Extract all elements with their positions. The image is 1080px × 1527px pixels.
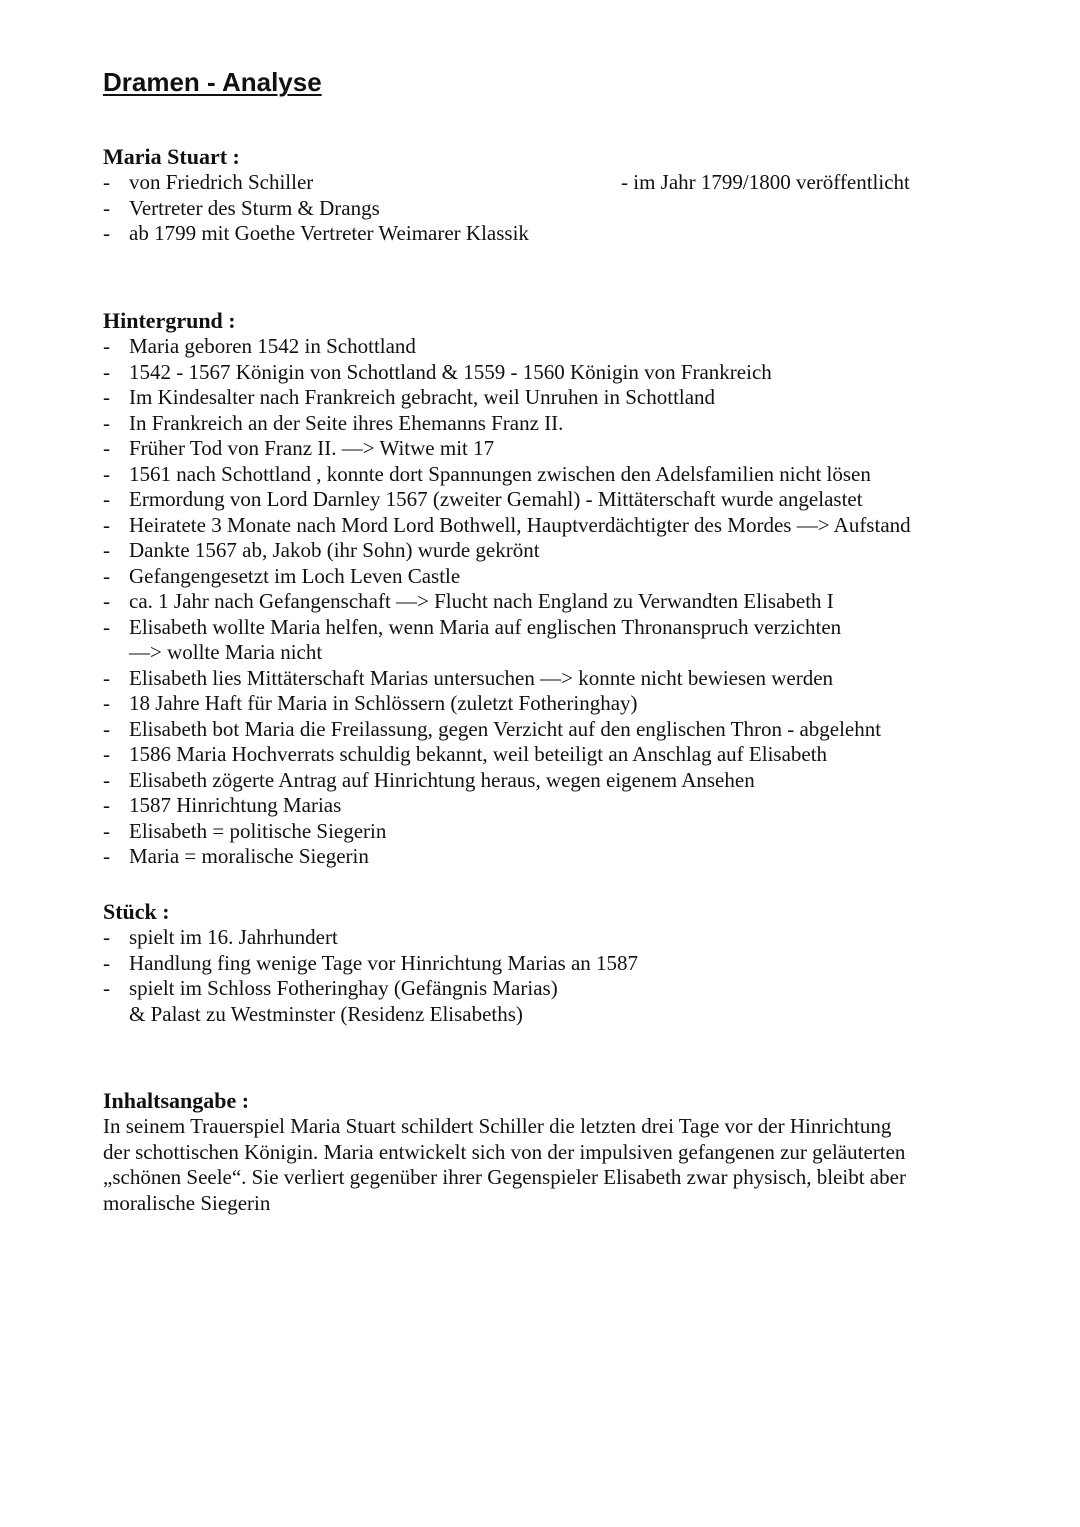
- section-heading-maria-stuart: Maria Stuart :: [103, 144, 240, 169]
- list-item: - Elisabeth wollte Maria helfen, wenn Maria auf englischen Thronanspruch verzichten: [103, 614, 842, 639]
- list-item-continuation: & Palast zu Westminster (Residenz Elisabeths): [129, 1001, 523, 1026]
- list-item: - Heiratete 3 Monate nach Mord Lord Bothwell, Hauptverdächtigter des Mordes —> Aufstand: [103, 512, 911, 537]
- list-item: - Maria geboren 1542 in Schottland: [103, 334, 416, 358]
- list-item: - In Frankreich an der Seite ihres Ehemanns Franz II.: [103, 410, 564, 435]
- list-item: - von Friedrich Schiller: [103, 170, 314, 194]
- list-item: - 1586 Maria Hochverrats schuldig bekannt, weil beteiligt an Anschlag auf Elisabeth: [103, 742, 828, 766]
- list-item: - ca. 1 Jahr nach Gefangenschaft —> Flucht nach England zu Verwandten Elisabeth I: [103, 589, 834, 613]
- summary-line: moralische Siegerin: [103, 1190, 271, 1215]
- list-item: - Elisabeth bot Maria die Freilassung, gegen Verzicht auf den englischen Thron - abgelehnt: [103, 716, 882, 741]
- list-item: - Dankte 1567 ab, Jakob (ihr Sohn) wurde gekrönt: [103, 538, 540, 562]
- list-item: - Vertreter des Sturm & Drangs: [103, 195, 380, 220]
- list-item: - Im Kindesalter nach Frankreich gebracht, weil Unruhen in Schottland: [103, 385, 716, 409]
- list-item: - Ermordung von Lord Darnley 1567 (zweiter Gemahl) - Mittäterschaft wurde angelastet: [103, 487, 863, 511]
- section-heading-inhaltsangabe: Inhaltsangabe :: [103, 1088, 250, 1113]
- summary-line: In seinem Trauerspiel Maria Stuart schildert Schiller die letzten drei Tage vor der Hinrichtung: [103, 1114, 892, 1138]
- publication-note: - im Jahr 1799/1800 veröffentlicht: [621, 170, 910, 194]
- section-heading-stueck: Stück :: [103, 899, 170, 924]
- list-item: - Früher Tod von Franz II. —> Witwe mit 17: [103, 436, 495, 460]
- list-item: - 18 Jahre Haft für Maria in Schlössern (zuletzt Fotheringhay): [103, 691, 638, 715]
- list-item: - Handlung fing wenige Tage vor Hinrichtung Marias an 1587: [103, 950, 639, 975]
- list-item: - Maria = moralische Siegerin: [103, 844, 369, 868]
- list-item: - 1587 Hinrichtung Marias: [103, 793, 342, 817]
- hintergrund-list: [103, 334, 1003, 870]
- section-hintergrund: [103, 308, 1003, 870]
- list-item: - Elisabeth = politische Siegerin: [103, 818, 387, 843]
- list-item: - 1561 nach Schottland , konnte dort Spannungen zwischen den Adelsfamilien nicht lösen: [103, 461, 871, 486]
- stueck-list: [103, 925, 1003, 1027]
- summary-paragraph: [103, 1114, 983, 1216]
- summary-line: „schönen Seele“. Sie verliert gegenüber ihrer Gegenspieler Elisabeth zwar physisch, bleibt aber: [103, 1165, 906, 1189]
- list-item: - ab 1799 mit Goethe Vertreter Weimarer Klassik: [103, 221, 529, 245]
- list-item: - Gefangengesetzt im Loch Leven Castle: [103, 563, 461, 588]
- list-item: - 1542 - 1567 Königin von Schottland & 1559 - 1560 Königin von Frankreich: [103, 359, 772, 384]
- list-item: - Elisabeth zögerte Antrag auf Hinrichtung heraus, wegen eigenem Ansehen: [103, 767, 755, 792]
- section-stueck: [103, 899, 1003, 1027]
- list-item: - Elisabeth lies Mittäterschaft Marias untersuchen —> konnte nicht bewiesen werden: [103, 665, 834, 690]
- list-item: - spielt im Schloss Fotheringhay (Gefängnis Marias): [103, 976, 558, 1000]
- section-heading-hintergrund: Hintergrund :: [103, 308, 236, 333]
- summary-line: der schottischen Königin. Maria entwickelt sich von der impulsiven gefangenen zur geläuterten: [103, 1139, 906, 1164]
- list-item: - spielt im 16. Jahrhundert: [103, 925, 338, 949]
- list-item-continuation: —> wollte Maria nicht: [129, 640, 323, 664]
- document-title: Dramen - Analyse: [103, 67, 322, 97]
- section-inhaltsangabe: [103, 1088, 1003, 1216]
